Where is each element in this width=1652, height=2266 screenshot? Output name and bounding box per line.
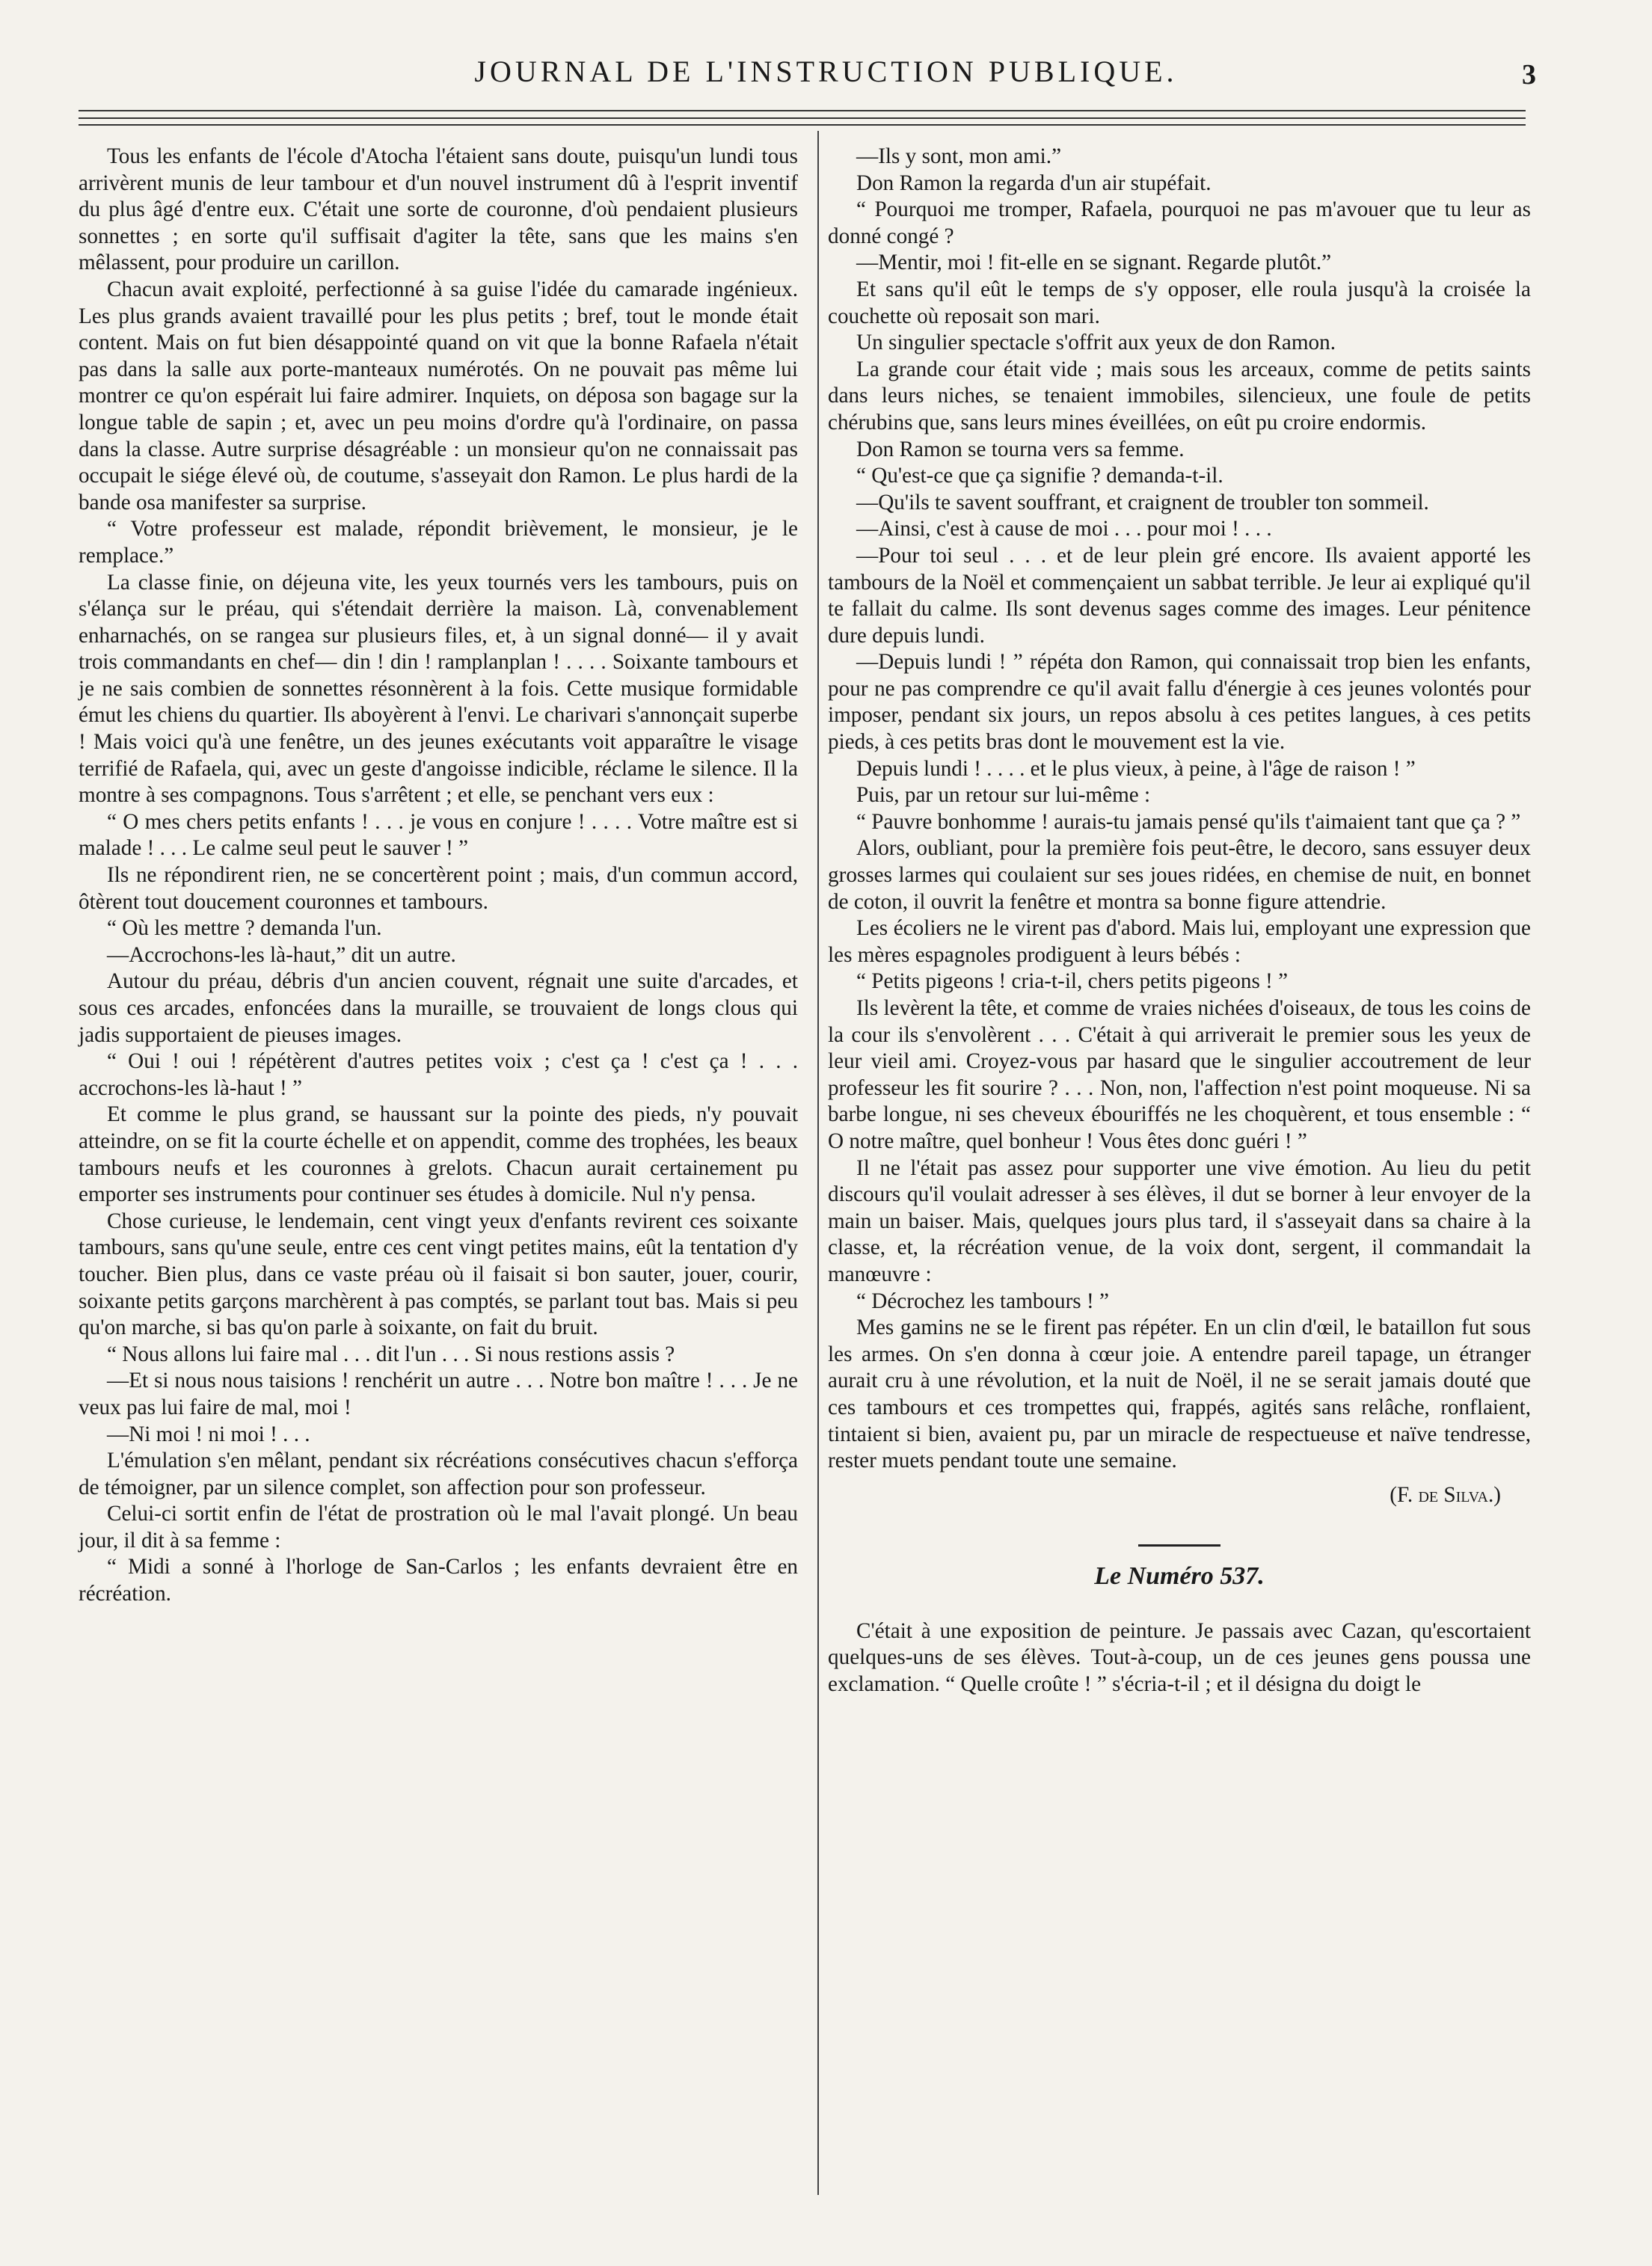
author-signature: (F. de Silva.) — [1390, 1482, 1501, 1507]
paragraph: —Ainsi, c'est à cause de moi . . . pour moi ! . . . — [856, 517, 1272, 541]
paragraph: —Qu'ils te savent souffrant, et craignent de troubler ton sommeil. — [856, 490, 1429, 515]
paragraph: “ Pourquoi me tromper, Rafaela, pourquoi ne pas m'avouer que tu leur as donné congé ? — [828, 197, 1531, 248]
paragraph: Les écoliers ne le virent pas d'abord. Mais lui, employant une expression que les mères espagnoles prodiguent à leurs bébés : — [828, 916, 1531, 967]
paragraph: “ Qu'est-ce que ça signifie ? demanda-t-il. — [856, 464, 1223, 488]
paragraph: Chacun avait exploité, perfectionné à sa guise l'idée du camarade ingénieux. Les plus grands avaient travaillé pour les plus petits ; bref, tout le monde était content. Mais on fut bien désappointé quand on vit que la bonne Rafaela n'était pas dans la salle aux porte-manteaux numérotés. On ne pouvait pas même lui montrer ce qu'on espérait lui faire admirer. Inquiets, on déposa son bagage sur la longue table de sapin ; et, avec un peu moins d'ordre qu'à l'ordinaire, on passa dans la classe. Autre surprise désagréable : un monsieur qu'on ne connaissait pas occupait le siége élevé où, de coutume, s'asseyait don Ramon. Le plus hardi de la bande osa manifester sa surprise. — [79, 277, 798, 515]
paragraph: Depuis lundi ! . . . . et le plus vieux, à peine, à l'âge de raison ! ” — [856, 756, 1416, 781]
section-title: Le Numéro 537. — [1094, 1562, 1265, 1591]
page-number: 3 — [1522, 59, 1536, 90]
paragraph: Ils ne répondirent rien, ne se concertèrent point ; mais, d'un commun accord, ôtèrent tout doucement couronnes et tambours. — [79, 863, 798, 914]
paragraph: La classe finie, on déjeuna vite, les yeux tournés vers les tambours, puis on s'élança sur le préau, qui s'étendait derrière la maison. Là, convenablement enharnachés, on se rangea sur plusieurs files, et, à un signal donné— il y avait trois commandants en chef— din ! din ! ramplanplan ! . . . . Soixante tambours et je ne sais combien de sonnettes résonnèrent à la fois. Cette musique formidable émut les chiens du quartier. Ils aboyèrent à l'envi. Le charivari s'annonçait superbe ! Mais voici qu'à une fenêtre, un des jeunes exécutants voit apparaître le visage terrifié de Rafaela, qui, avec un geste d'angoisse indicible, réclame le silence. Il la montre à ses compagnons. Tous s'arrêtent ; et elle, se penchant vers eux : — [79, 570, 799, 808]
paragraph: —Ni moi ! ni moi ! . . . — [107, 1422, 310, 1446]
paragraph: C'était à une exposition de peinture. Je passais avec Cazan, qu'escortaient quelques-uns de ses élèves. Tout-à-coup, un de ces jeunes gens poussa une exclamation. “ Quelle croûte ! ” s'écria-t-il ; et il désigna du doigt le — [828, 1618, 1531, 1697]
paragraph: “ Oui ! oui ! répétèrent d'autres petites voix ; c'est ça ! c'est ça ! . . . accrochons-les là-haut ! ” — [79, 1049, 798, 1100]
paragraph: Ils levèrent la tête, et comme de vraies nichées d'oiseaux, de tous les coins de la cour ils s'envolèrent . . . C'était à qui arriverait le premier sous les yeux de leur vieil ami. Croyez-vous par hasard que le singulier accoutrement de leur professeur les fit sourire ? . . . Non, non, l'affection n'est point moqueuse. Ni sa barbe longue, ni ses cheveux ébouriffés ne les choquèrent, et tous ensemble : “ O notre maître, quel bonheur ! Vous êtes donc guéri ! ” — [828, 996, 1531, 1153]
paragraph: “ Décrochez les tambours ! ” — [856, 1289, 1109, 1313]
paragraph: Puis, par un retour sur lui-même : — [856, 783, 1151, 808]
column-divider — [817, 131, 819, 2195]
header-rule — [79, 124, 1526, 126]
paragraph: L'émulation s'en mêlant, pendant six récréations consécutives chacun s'efforça de témoigner, par un silence complet, son affection pour son professeur. — [79, 1449, 798, 1499]
paragraph: Un singulier spectacle s'offrit aux yeux de don Ramon. — [856, 331, 1336, 355]
paragraph: “ Petits pigeons ! cria-t-il, chers petits pigeons ! ” — [856, 969, 1289, 994]
paragraph: “ O mes chers petits enfants ! . . . je vous en conjure ! . . . . Votre maître est si malade ! . . . Le calme seul peut le sauver ! ” — [79, 809, 798, 861]
paragraph: “ Où les mettre ? demanda l'un. — [107, 916, 382, 941]
paragraph: —Depuis lundi ! ” répéta don Ramon, qui connaissait trop bien les enfants, pour ne pas comprendre ce qu'il avait fallu d'énergie à ces jeunes volontés pour imposer, pendant six jours, un repos absolu à ces petites langues, à ces petits pieds, à ces petits bras dont le mouvement est la vie. — [828, 650, 1531, 755]
right-column — [828, 144, 1531, 1698]
paragraph: “ Midi a sonné à l'horloge de San-Carlos ; les enfants devraient être en récréation. — [79, 1555, 798, 1606]
header-rule — [79, 117, 1526, 119]
paragraph: Don Ramon se tourna vers sa femme. — [856, 437, 1185, 461]
journal-title: JOURNAL DE L'INSTRUCTION PUBLIQUE. — [474, 55, 1178, 88]
paragraph: —Pour toi seul . . . et de leur plein gré encore. Ils avaient apporté les tambours de la Noël et commençaient un sabbat terrible. Je leur ai expliqué qu'il te fallait du calme. Ils sont devenus sages comme des images. Leur pénitence dure depuis lundi. — [828, 543, 1531, 648]
page-header — [0, 46, 1652, 106]
paragraph: Don Ramon la regarda d'un air stupéfait. — [856, 171, 1212, 195]
paragraph: Autour du préau, débris d'un ancien couvent, régnait une suite d'arcades, et sous ces arcades, enfoncées dans la muraille, se trouvaient de longs clous qui jadis supportaient de pieuses images. — [79, 969, 798, 1047]
paragraph: —Mentir, moi ! fit-elle en se signant. Regarde plutôt.” — [856, 251, 1332, 275]
paragraph: Et sans qu'il eût le temps de s'y opposer, elle roula jusqu'à la croisée la couchette où reposait son mari. — [828, 277, 1531, 328]
paragraph: Il ne l'était pas assez pour supporter une vive émotion. Au lieu du petit discours qu'il voulait adresser à ses élèves, il dut se borner à leur envoyer de la main un baiser. Mais, quelques jours plus tard, il s'asseyait dans sa chaire à la classe, et, la récréation venue, de la voix dont, sergent, il commandait la manœuvre : — [828, 1155, 1531, 1286]
paragraph: “ Votre professeur est malade, répondit brièvement, le monsieur, je le remplace.” — [79, 517, 798, 568]
paragraph: Celui-ci sortit enfin de l'état de prostration où le mal l'avait plongé. Un beau jour, il dit à sa femme : — [79, 1502, 798, 1553]
paragraph: Et comme le plus grand, se haussant sur la pointe des pieds, n'y pouvait atteindre, on se fit la courte échelle et on appendit, comme des trophées, les beaux tambours neufs et les couronnes à grelots. Chacun aurait certainement pu emporter ses instruments pour continuer ses études à domicile. Nul n'y pensa. — [79, 1102, 798, 1207]
paragraph: —Et si nous nous taisions ! renchérit un autre . . . Notre bon maître ! . . . Je ne veux pas lui faire de mal, moi ! — [79, 1369, 798, 1419]
paragraph: Chose curieuse, le lendemain, cent vingt yeux d'enfants revirent ces soixante tambours, sans qu'une seule, entre ces cent vingt petites mains, eût la tentation d'y toucher. Bien plus, dans ce vaste préau où il faisait si bon sauter, jouer, courir, soixante petits garçons marchèrent à pas comptés, se parlant tout bas. Mais si peu qu'on marche, si bas qu'on parle à soixante, on fait du bruit. — [79, 1209, 798, 1340]
paragraph: Alors, oubliant, pour la première fois peut-être, le decoro, sans essuyer deux grosses larmes qui coulaient sur ses joues ridées, en chemise de nuit, en bonnet de coton, il ouvrit la fenêtre et montra sa bonne figure attendrie. — [828, 836, 1531, 914]
left-column — [79, 144, 798, 1608]
header-rule — [79, 110, 1526, 111]
paragraph: Mes gamins ne se le firent pas répéter. En un clin d'œil, le bataillon fut sous les armes. On s'en donna à cœur joie. A entendre pareil tapage, un étranger aurait cru à une révolution, et la nuit de Noël, il ne se serait jamais douté que ces tambours et ces trompettes qui, frappés, agités sans relâche, ronflaient, tintaient si bien, avaient pu, par un miracle de respectueuse et naïve tendresse, rester muets pendant toute une semaine. — [828, 1315, 1531, 1473]
paragraph: —Accrochons-les là-haut,” dit un autre. — [107, 942, 456, 967]
paragraph: —Ils y sont, mon ami.” — [856, 144, 1062, 168]
paragraph: La grande cour était vide ; mais sous les arceaux, comme de petits saints dans leurs niches, se tenaient immobiles, silencieux, une foule de petits chérubins que, sans leurs mines éveillées, on eût pu croire endormis. — [828, 357, 1531, 435]
paragraph: “ Nous allons lui faire mal . . . dit l'un . . . Si nous restions assis ? — [107, 1342, 675, 1366]
section-separator — [1138, 1544, 1220, 1547]
paragraph: Tous les enfants de l'école d'Atocha l'étaient sans doute, puisqu'un lundi tous arrivèrent munis de leur tambour et d'un nouvel instrument dû à l'esprit inventif du plus âgé d'entre eux. C'était une sorte de couronne, d'où pendaient plusieurs sonnettes ; en sorte qu'il suffisait d'agiter la tête, sans que les mains s'en mêlassent, pour produire un carillon. — [79, 144, 798, 275]
paragraph: “ Pauvre bonhomme ! aurais-tu jamais pensé qu'ils t'aimaient tant que ça ? ” — [856, 809, 1521, 834]
